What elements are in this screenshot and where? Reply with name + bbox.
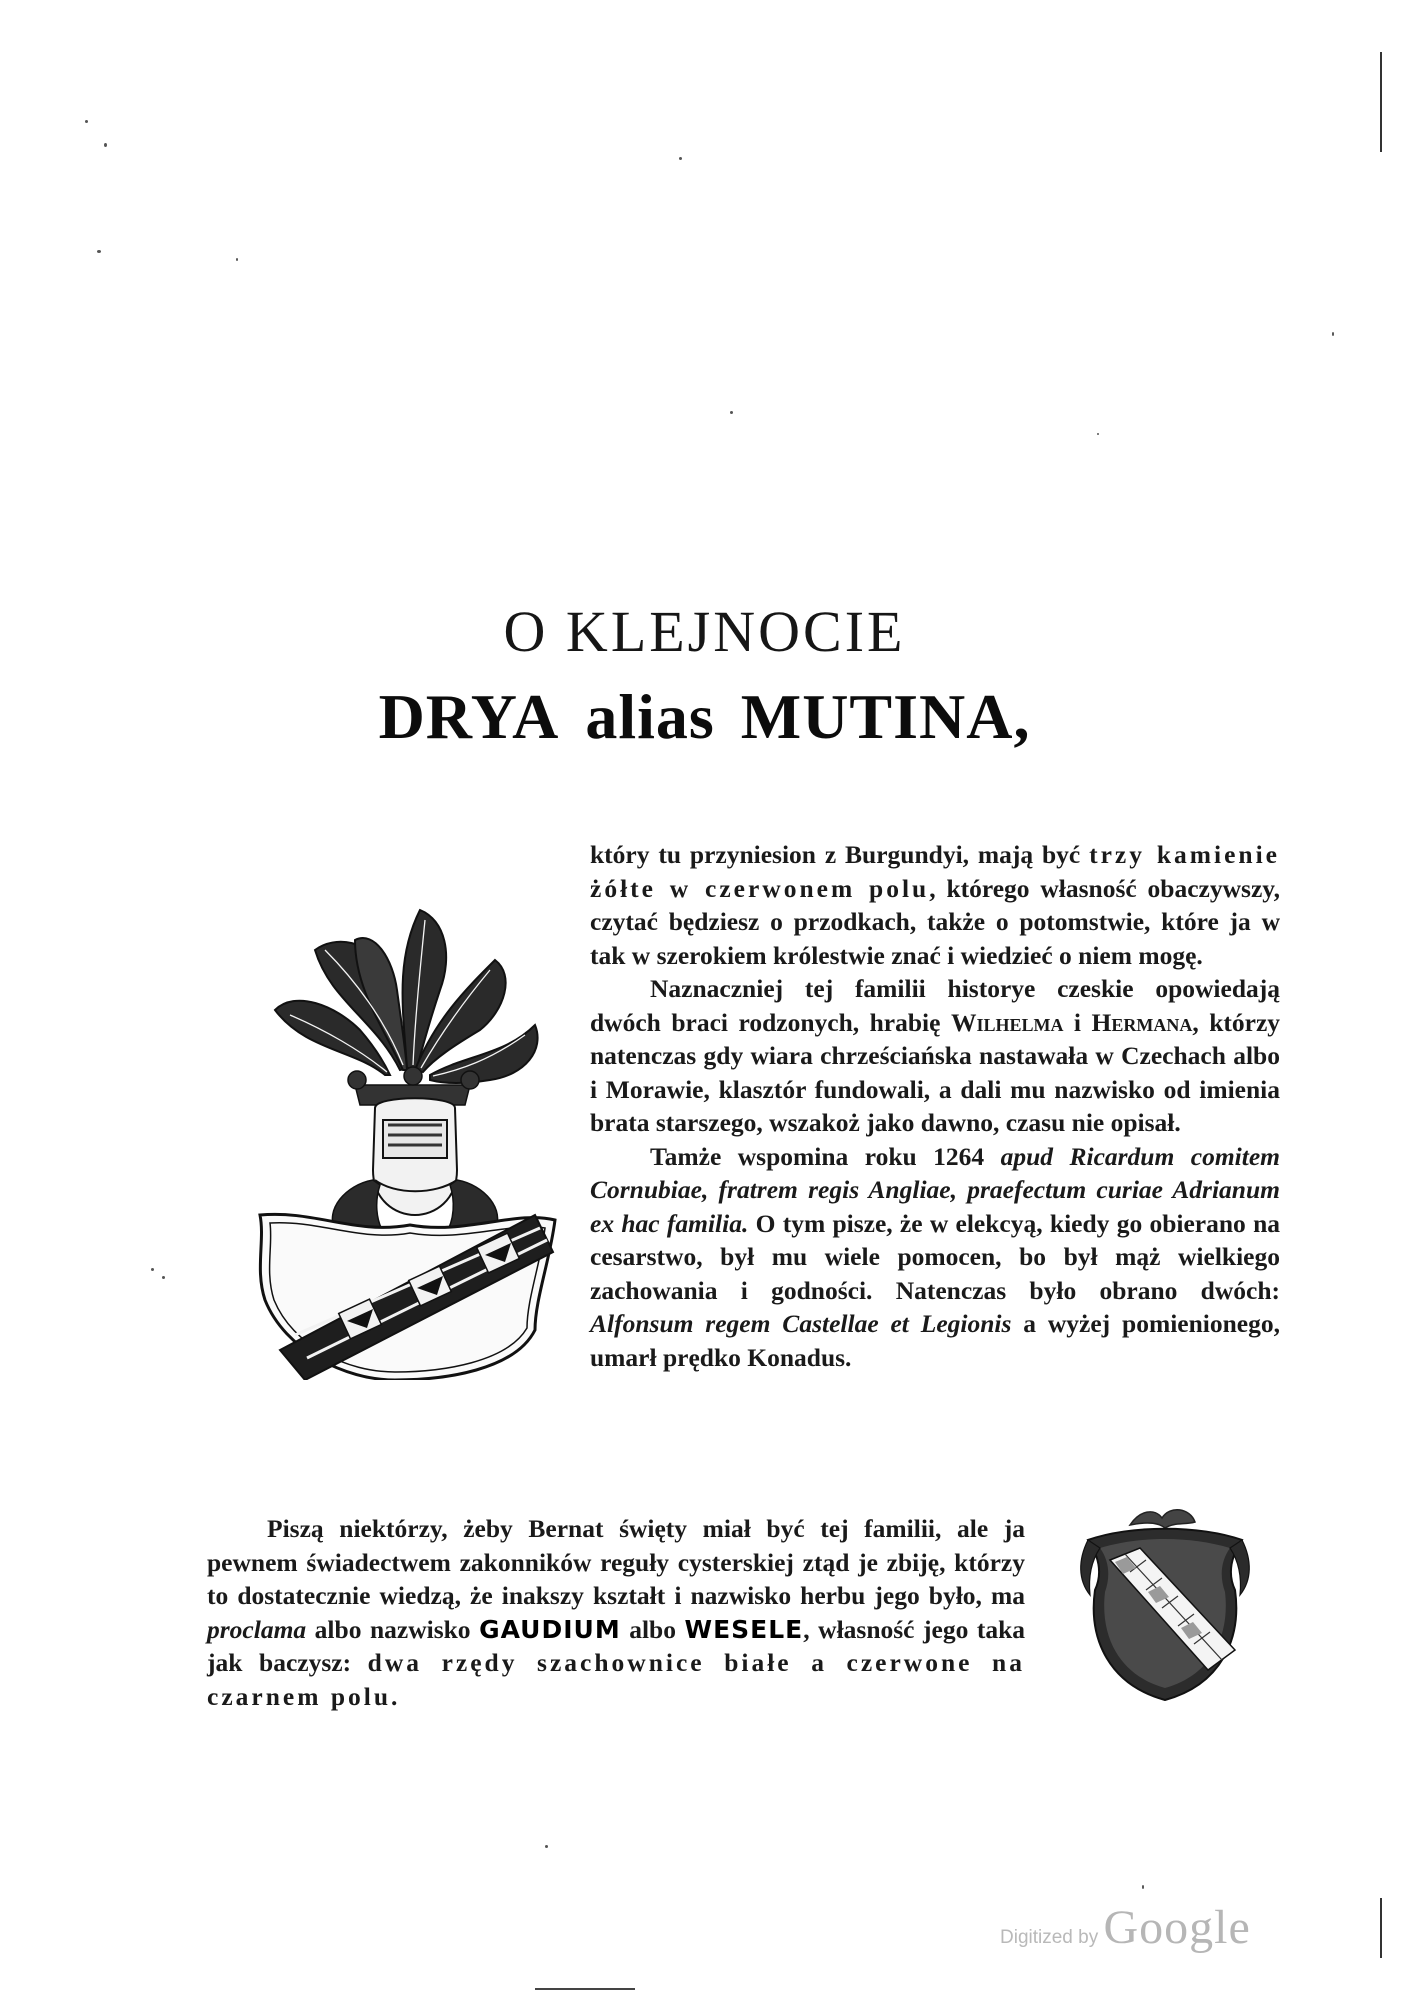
p1-text-2: , którego własność obaczywszy, czytać będziesz o przodkach, także o potomstwie, które ja w tak w szerokiem królestwie znać i wiedzieć o niem mogę.: [590, 873, 1280, 970]
scan-edge-line: [1380, 1898, 1382, 1958]
p3-latin-1: apud Ricardum comitem Cornubiae, fratrem regis Angliae, praefectum curiae Adrianum ex hac familia.: [590, 1141, 1280, 1238]
bernard-coat-of-arms-illustration: [1070, 1500, 1260, 1710]
p2-text-3: , którzy natenczas gdy wiara chrześciańska nastawała w Czechach albo i Morawie, klasztór fundowali, a dali mu nazwisko od imienia brata starszego, wszakoż jako dawno, czasu nie opisał.: [590, 1007, 1281, 1137]
p1-spaced-text: trzy kamienie żółte w czerwonem polu: [590, 840, 1280, 903]
scan-speck: [151, 1268, 154, 1271]
digitized-by-google-watermark: [1000, 1900, 1251, 1955]
p4-spaced-text: dwa rzędy szachownice białe a czerwone na czarnem polu: [207, 1648, 1025, 1711]
p4-gaudium: GAUDIUM: [479, 1614, 621, 1644]
p3-text-3: a wyżej pomienionego, umarł prędko Konadus.: [590, 1309, 1280, 1372]
p4-text-4: , własność jego taka jak baczysz:: [207, 1614, 1025, 1677]
p4-text-1: Piszą niektórzy, żeby Bernat święty miał być tej familii, ale ja pewnem świadectwem zakonników reguły cysterskiej ztąd je zbiję, którzy to dostatecznie wiedzą, że inakszy kształt i nazwisko herbu jego było, ma: [207, 1514, 1025, 1610]
scan-speck: [1097, 433, 1099, 435]
p4-latin: proclama: [207, 1614, 307, 1644]
p3-latin-2: Alfonsum regem Castellae et Legionis: [590, 1309, 1012, 1338]
paragraph-3: [590, 1140, 1280, 1375]
scan-speck: [97, 250, 101, 253]
paragraph-4: [207, 1512, 1025, 1713]
heading-alias: alias: [585, 681, 715, 752]
scan-edge-line: [1380, 52, 1382, 152]
p2-text-1: Naznaczniej tej familii historye czeskie opowiedają dwóch braci rodzonych, hrabię: [590, 974, 1280, 1037]
p2-text-2: i: [1063, 1007, 1092, 1037]
scan-speck: [679, 157, 682, 160]
text-column-bottom: [207, 1512, 1025, 1713]
paragraph-2: [590, 972, 1280, 1140]
p2-name-wilhelm: Wilhelma: [950, 1007, 1064, 1037]
heading-line-1: O KLEJNOCIE: [503, 599, 906, 664]
heading-line-2: [0, 680, 1409, 754]
p3-text-2: O tym pisze, że w elekcyą, kiedy go obierano na cesarstwo, był mu wiele pomocen, bo był mąż wielkiego zachowania i godności. Natenczas było obrano dwóch:: [590, 1208, 1280, 1305]
heading-name-drya: DRYA: [378, 681, 560, 752]
p1-text-1: który tu przyniesion z Burgundyi, mają być: [590, 840, 1090, 869]
scan-speck: [730, 411, 733, 414]
p4-text-2: albo nazwisko: [306, 1614, 480, 1644]
p4-text-5: .: [391, 1681, 398, 1711]
text-column-right: [590, 838, 1280, 1374]
scan-bottom-rule: [535, 1988, 635, 1990]
heading-name-mutina: MUTINA,: [740, 681, 1031, 752]
scan-speck: [1142, 1885, 1144, 1889]
p2-name-herman: Hermana: [1091, 1007, 1193, 1037]
watermark-prefix: Digitized by: [1000, 1927, 1099, 1948]
scan-speck: [162, 1276, 165, 1279]
p3-text-1: Tamże wspomina roku 1264: [650, 1141, 1001, 1171]
scan-speck: [545, 1845, 548, 1848]
drya-coat-of-arms-illustration: [235, 880, 565, 1380]
scan-speck: [1332, 332, 1334, 336]
p4-text-3: albo: [620, 1614, 685, 1644]
scan-speck: [104, 143, 107, 147]
scan-speck: [85, 120, 88, 123]
paragraph-1: [590, 838, 1280, 972]
google-logo: Google: [1103, 1901, 1251, 1954]
p4-wesele: WESELE: [684, 1614, 804, 1644]
scan-speck: [236, 258, 238, 261]
